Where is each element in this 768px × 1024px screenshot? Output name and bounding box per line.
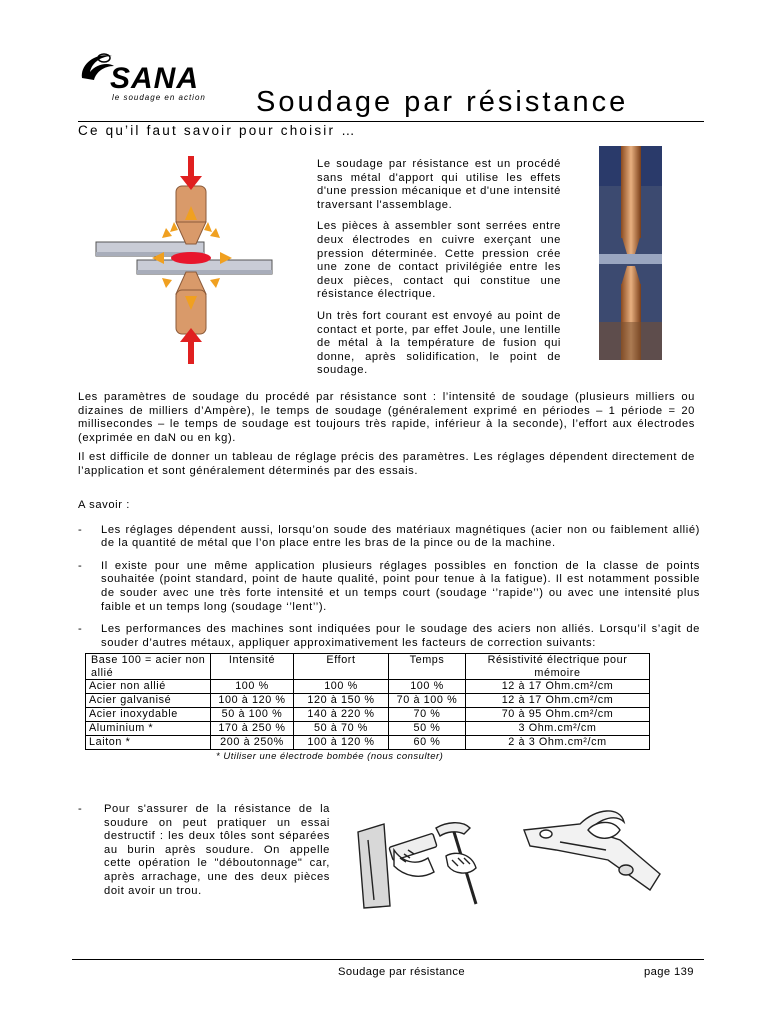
logo bbox=[78, 48, 218, 108]
table-row bbox=[86, 736, 650, 750]
test-note bbox=[78, 803, 330, 907]
footer-rule bbox=[72, 959, 704, 960]
column-header: Temps bbox=[389, 654, 466, 680]
table-cell: Acier inoxydable bbox=[86, 708, 211, 722]
a-savoir-heading: A savoir : bbox=[78, 499, 131, 511]
table-cell: Aluminium * bbox=[86, 722, 211, 736]
electrode-photo bbox=[599, 146, 662, 360]
list-item bbox=[78, 524, 700, 551]
table-cell: 140 à 220 % bbox=[294, 708, 389, 722]
parameters-paragraph: Les paramètres de soudage du procédé par résistance sont : l’intensité de soudage (plusieurs milliers ou dizaines de milliers d’Ampère), le temps de soudage (généralement exprimé en périodes – 1 période = 20 millisecondes – le temps de soudage est toujours très rapide, inférieur à la seconde), l’effort aux électrodes (exprimée en daN ou en kg). bbox=[78, 391, 695, 444]
a-savoir-section bbox=[78, 499, 700, 659]
table-cell: 3 Ohm.cm²/cm bbox=[466, 722, 650, 736]
bullet-dash: - bbox=[78, 559, 83, 572]
table-row bbox=[86, 680, 650, 694]
table-cell: 50 à 100 % bbox=[211, 708, 294, 722]
list-item bbox=[78, 623, 700, 650]
logo-tagline: le soudage en action bbox=[112, 93, 206, 102]
header-rule bbox=[78, 121, 704, 122]
table-cell: 100 % bbox=[294, 680, 389, 694]
table-cell: 50 à 70 % bbox=[294, 722, 389, 736]
column-header: Intensité bbox=[211, 654, 294, 680]
table-cell: 100 à 120 % bbox=[211, 694, 294, 708]
column-header: Résistivité électrique pour mémoire bbox=[466, 654, 650, 680]
table-cell: 100 % bbox=[389, 680, 466, 694]
intro-text bbox=[317, 158, 561, 386]
correction-table bbox=[85, 653, 650, 750]
settings-paragraph: Il est difficile de donner un tableau de réglage précis des paramètres. Les réglages dépendent directement de l’application et sont généralement déterminés par des essais. bbox=[78, 451, 695, 477]
table-row bbox=[86, 708, 650, 722]
column-header: Base 100 = acier non allié bbox=[86, 654, 211, 680]
table-cell: 200 à 250% bbox=[211, 736, 294, 750]
footer-title: Soudage par résistance bbox=[338, 966, 465, 978]
table-cell: Laiton * bbox=[86, 736, 211, 750]
table-cell: 50 % bbox=[389, 722, 466, 736]
table-cell: 100 % bbox=[211, 680, 294, 694]
logo-text: SANA bbox=[110, 62, 200, 95]
list-item bbox=[78, 560, 700, 614]
table-cell: 170 à 250 % bbox=[211, 722, 294, 736]
spot-welding-diagram bbox=[92, 156, 282, 368]
main-text bbox=[78, 391, 695, 487]
table-cell: 12 à 17 Ohm.cm²/cm bbox=[466, 694, 650, 708]
list-item-text: Pour s'assurer de la résistance de la soudure on peut pratiquer un essai destructif : les deux tôles sont séparées au burin après soudure. On appelle cette opération le "déboutonnage" car, après arrachage, une des deux pièces doit avoir un trou. bbox=[104, 803, 330, 897]
table-cell: 60 % bbox=[389, 736, 466, 750]
list-item-text: Il existe pour une même application plusieurs réglages possibles en fonction de la classe de points souhaitée (point standard, point de haute qualité, point pour tenue à la fatigue). Il est notamment possible de souder avec une très forte intensité et un temps court (soudage ‘’rapide’’) ou avec une intensité plus faible et un temps long (soudage ‘’lent’’). bbox=[101, 559, 700, 613]
table-header-row bbox=[86, 654, 650, 680]
table-cell: 120 à 150 % bbox=[294, 694, 389, 708]
table-footnote: * Utiliser une électrode bombée (nous consulter) bbox=[216, 751, 444, 762]
list-item-text: Les réglages dépendent aussi, lorsqu’on soude des matériaux magnétiques (acier non ou faiblement allié) de la quantité de métal que l’on place entre les bras de la pince ou de la machine. bbox=[101, 523, 700, 550]
table-cell: Acier non allié bbox=[86, 680, 211, 694]
list-item-text: Les performances des machines sont indiquées pour le soudage des aciers non alliés. Lorsqu’il s’agit de souder d’autres métaux, appliquer approximativement les facteurs de correction suivants: bbox=[101, 623, 700, 649]
bullet-dash: - bbox=[78, 803, 83, 815]
table-cell: 70 % bbox=[389, 708, 466, 722]
page-number: page 139 bbox=[644, 966, 694, 978]
intro-paragraph: Un très fort courant est envoyé au point de contact et porte, par effet Joule, une lentille de métal à la température de fusion qui donne, après solidification, le point de soudage. bbox=[317, 309, 561, 377]
column-header: Effort bbox=[294, 654, 389, 680]
table-cell: Acier galvanisé bbox=[86, 694, 211, 708]
intro-paragraph: Le soudage par résistance est un procédé sans métal d'apport qui utilise les effets d'une pression mécanique et d'une intensité traversant l'assemblage. bbox=[317, 158, 561, 211]
table-cell: 70 à 100 % bbox=[389, 694, 466, 708]
page-title: Soudage par résistance bbox=[256, 86, 629, 118]
table-cell: 2 à 3 Ohm.cm²/cm bbox=[466, 736, 650, 750]
table-row bbox=[86, 694, 650, 708]
bullet-dash: - bbox=[78, 623, 83, 636]
table-row bbox=[86, 722, 650, 736]
table-cell: 12 à 17 Ohm.cm²/cm bbox=[466, 680, 650, 694]
table-cell: 70 à 95 Ohm.cm²/cm bbox=[466, 708, 650, 722]
intro-paragraph: Les pièces à assembler sont serrées entre deux électrodes en cuivre exerçant une pression déterminée. Cette pression crée une zone de contact privilégiée entre les deux pièces, contact qui constitue une résistance électrique. bbox=[317, 220, 561, 301]
chisel-illustration bbox=[350, 810, 495, 910]
page-subtitle: Ce qu’il faut savoir pour choisir … bbox=[78, 123, 357, 138]
bullet-dash: - bbox=[78, 523, 83, 536]
table-cell: 100 à 120 % bbox=[294, 736, 389, 750]
deboutonnage-illustration bbox=[520, 800, 665, 910]
list-item bbox=[78, 803, 330, 898]
